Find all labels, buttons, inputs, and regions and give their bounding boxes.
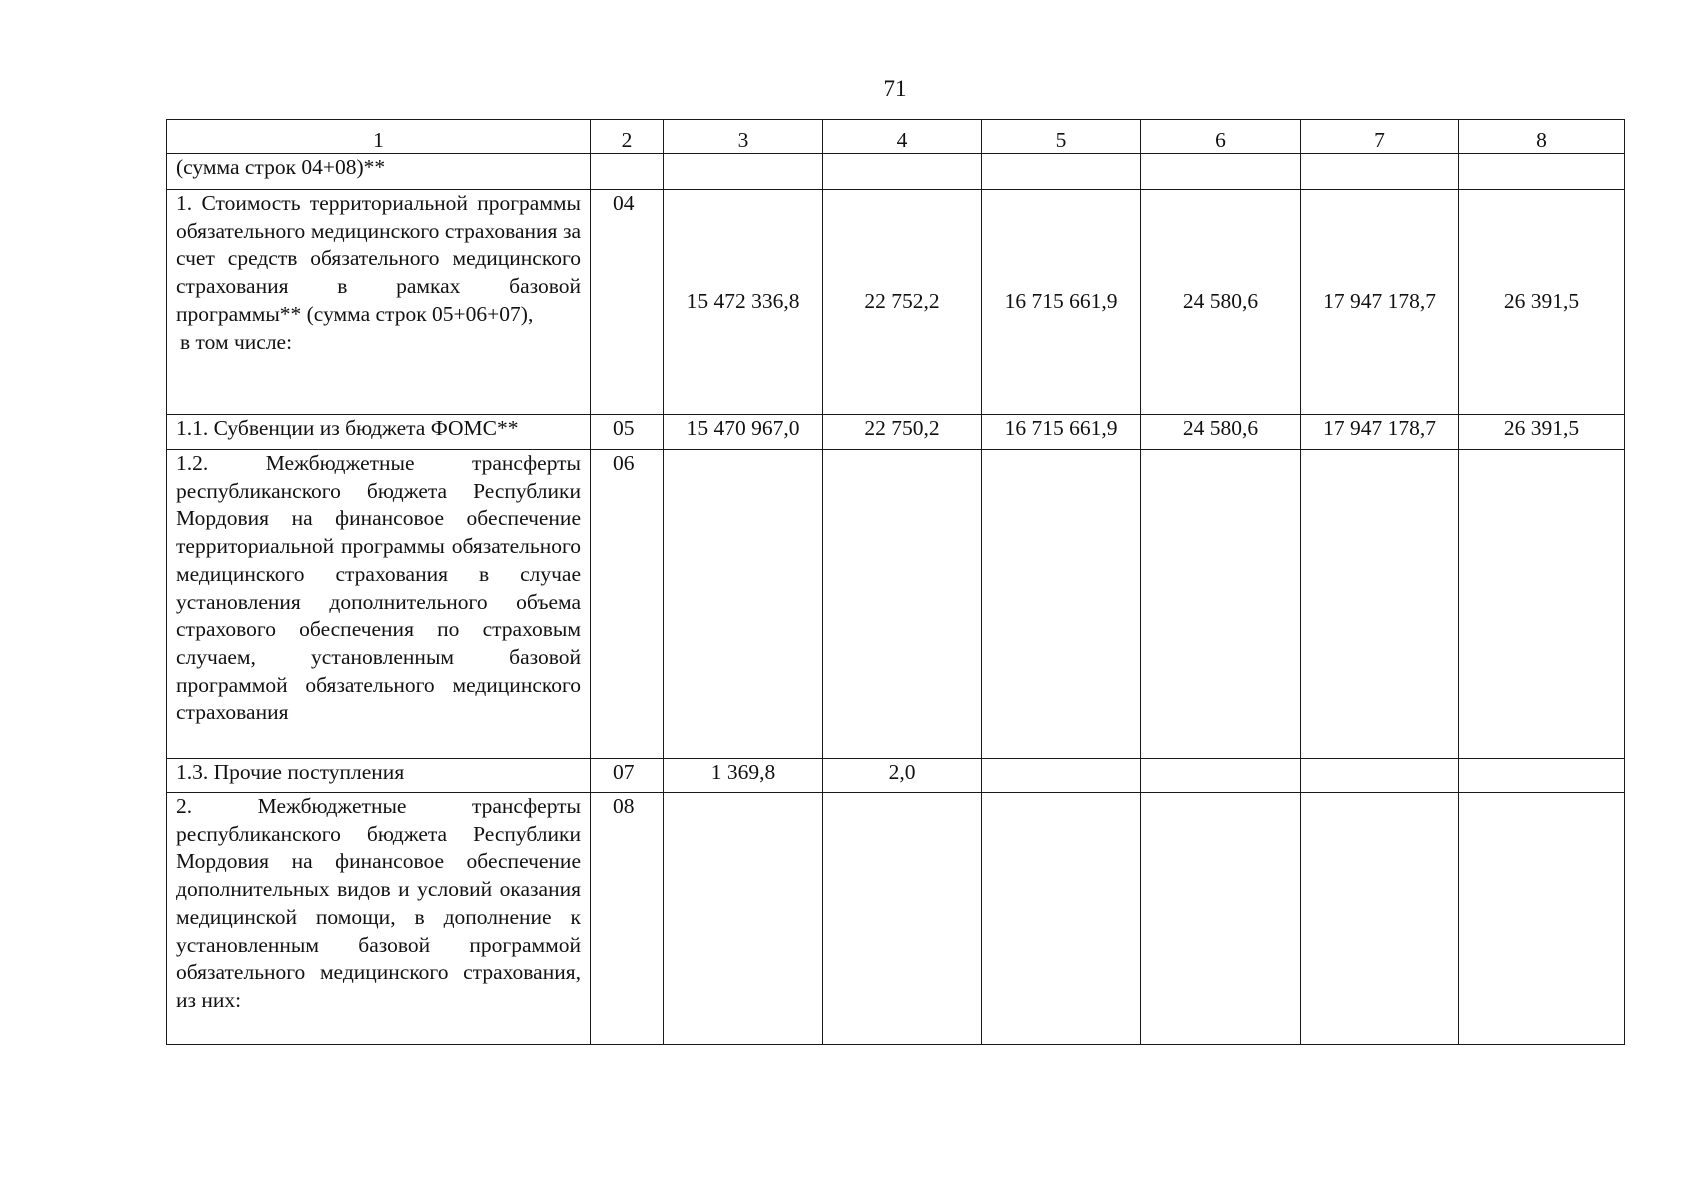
header-cell: 2 [591, 120, 664, 154]
value-cell: 26 391,5 [1459, 190, 1625, 415]
value-cell [1141, 759, 1301, 793]
value-cell [1301, 759, 1459, 793]
value-cell: 24 580,6 [1141, 415, 1301, 450]
value-cell [982, 154, 1141, 190]
value-cell [1459, 154, 1625, 190]
value-cell: 16 715 661,9 [982, 190, 1141, 415]
header-cell: 7 [1301, 120, 1459, 154]
row-name-main: 1. Стоимость территориальной программы обязательного медицинского страхования за счет средств обязательного медицинского страхования в рамках базовой программы** (сумма строк 05+06+07), [176, 191, 581, 326]
row-code: 08 [591, 793, 664, 1045]
value-cell [1301, 793, 1459, 1045]
value-cell: 26 391,5 [1459, 415, 1625, 450]
value-cell: 16 715 661,9 [982, 415, 1141, 450]
table-row [167, 190, 1625, 415]
row-name: 1.2. Межбюджетные трансферты республиканского бюджета Республики Мордовия на финансовое обеспечение территориальной программы обязательного медицинского страхования в случае установления дополнительного объема страхового обеспечения по страховым случаем, установленным базовой программой обязательного медицинского страхования [167, 450, 591, 759]
value-cell: 22 750,2 [823, 415, 982, 450]
header-cell: 1 [167, 120, 591, 154]
value-cell [982, 450, 1141, 759]
row-code [591, 154, 664, 190]
value-cell [1301, 154, 1459, 190]
value-cell [1301, 450, 1459, 759]
table-row [167, 154, 1625, 190]
row-code: 04 [591, 190, 664, 415]
value-cell [664, 450, 823, 759]
row-code: 05 [591, 415, 664, 450]
value-cell: 17 947 178,7 [1301, 415, 1459, 450]
page-number: 71 [883, 76, 907, 101]
header-cell: 6 [1141, 120, 1301, 154]
value-cell: 2,0 [823, 759, 982, 793]
row-code: 06 [591, 450, 664, 759]
value-cell: 24 580,6 [1141, 190, 1301, 415]
row-name [167, 190, 591, 415]
value-cell: 1 369,8 [664, 759, 823, 793]
value-cell [1141, 793, 1301, 1045]
table-row [167, 759, 1625, 793]
value-cell [664, 793, 823, 1045]
value-cell [982, 759, 1141, 793]
value-cell [1141, 450, 1301, 759]
row-name-suffix: в том числе: [180, 329, 293, 354]
header-cell: 3 [664, 120, 823, 154]
value-cell: 17 947 178,7 [1301, 190, 1459, 415]
value-cell: 15 470 967,0 [664, 415, 823, 450]
row-code: 07 [591, 759, 664, 793]
table-row [167, 793, 1625, 1045]
table-row [167, 415, 1625, 450]
row-name: (сумма строк 04+08)** [167, 154, 591, 190]
value-cell [982, 793, 1141, 1045]
value-cell [1141, 154, 1301, 190]
value-cell [664, 154, 823, 190]
header-cell: 8 [1459, 120, 1625, 154]
value-cell [823, 154, 982, 190]
row-name: 1.1. Субвенции из бюджета ФОМС** [167, 415, 591, 450]
value-cell [1459, 450, 1625, 759]
table-row [167, 450, 1625, 759]
row-name: 2. Межбюджетные трансферты республиканского бюджета Республики Мордовия на финансовое обеспечение дополнительных видов и условий оказания медицинской помощи, в дополнение к установленным базовой программой обязательного медицинского страхования, из них: [167, 793, 591, 1045]
value-cell: 15 472 336,8 [664, 190, 823, 415]
header-cell: 5 [982, 120, 1141, 154]
value-cell [1459, 793, 1625, 1045]
value-cell [823, 450, 982, 759]
value-cell: 22 752,2 [823, 190, 982, 415]
value-cell [823, 793, 982, 1045]
budget-table [166, 119, 1625, 1045]
row-name: 1.3. Прочие поступления [167, 759, 591, 793]
value-cell [1459, 759, 1625, 793]
header-cell: 4 [823, 120, 982, 154]
header-row [167, 120, 1625, 154]
